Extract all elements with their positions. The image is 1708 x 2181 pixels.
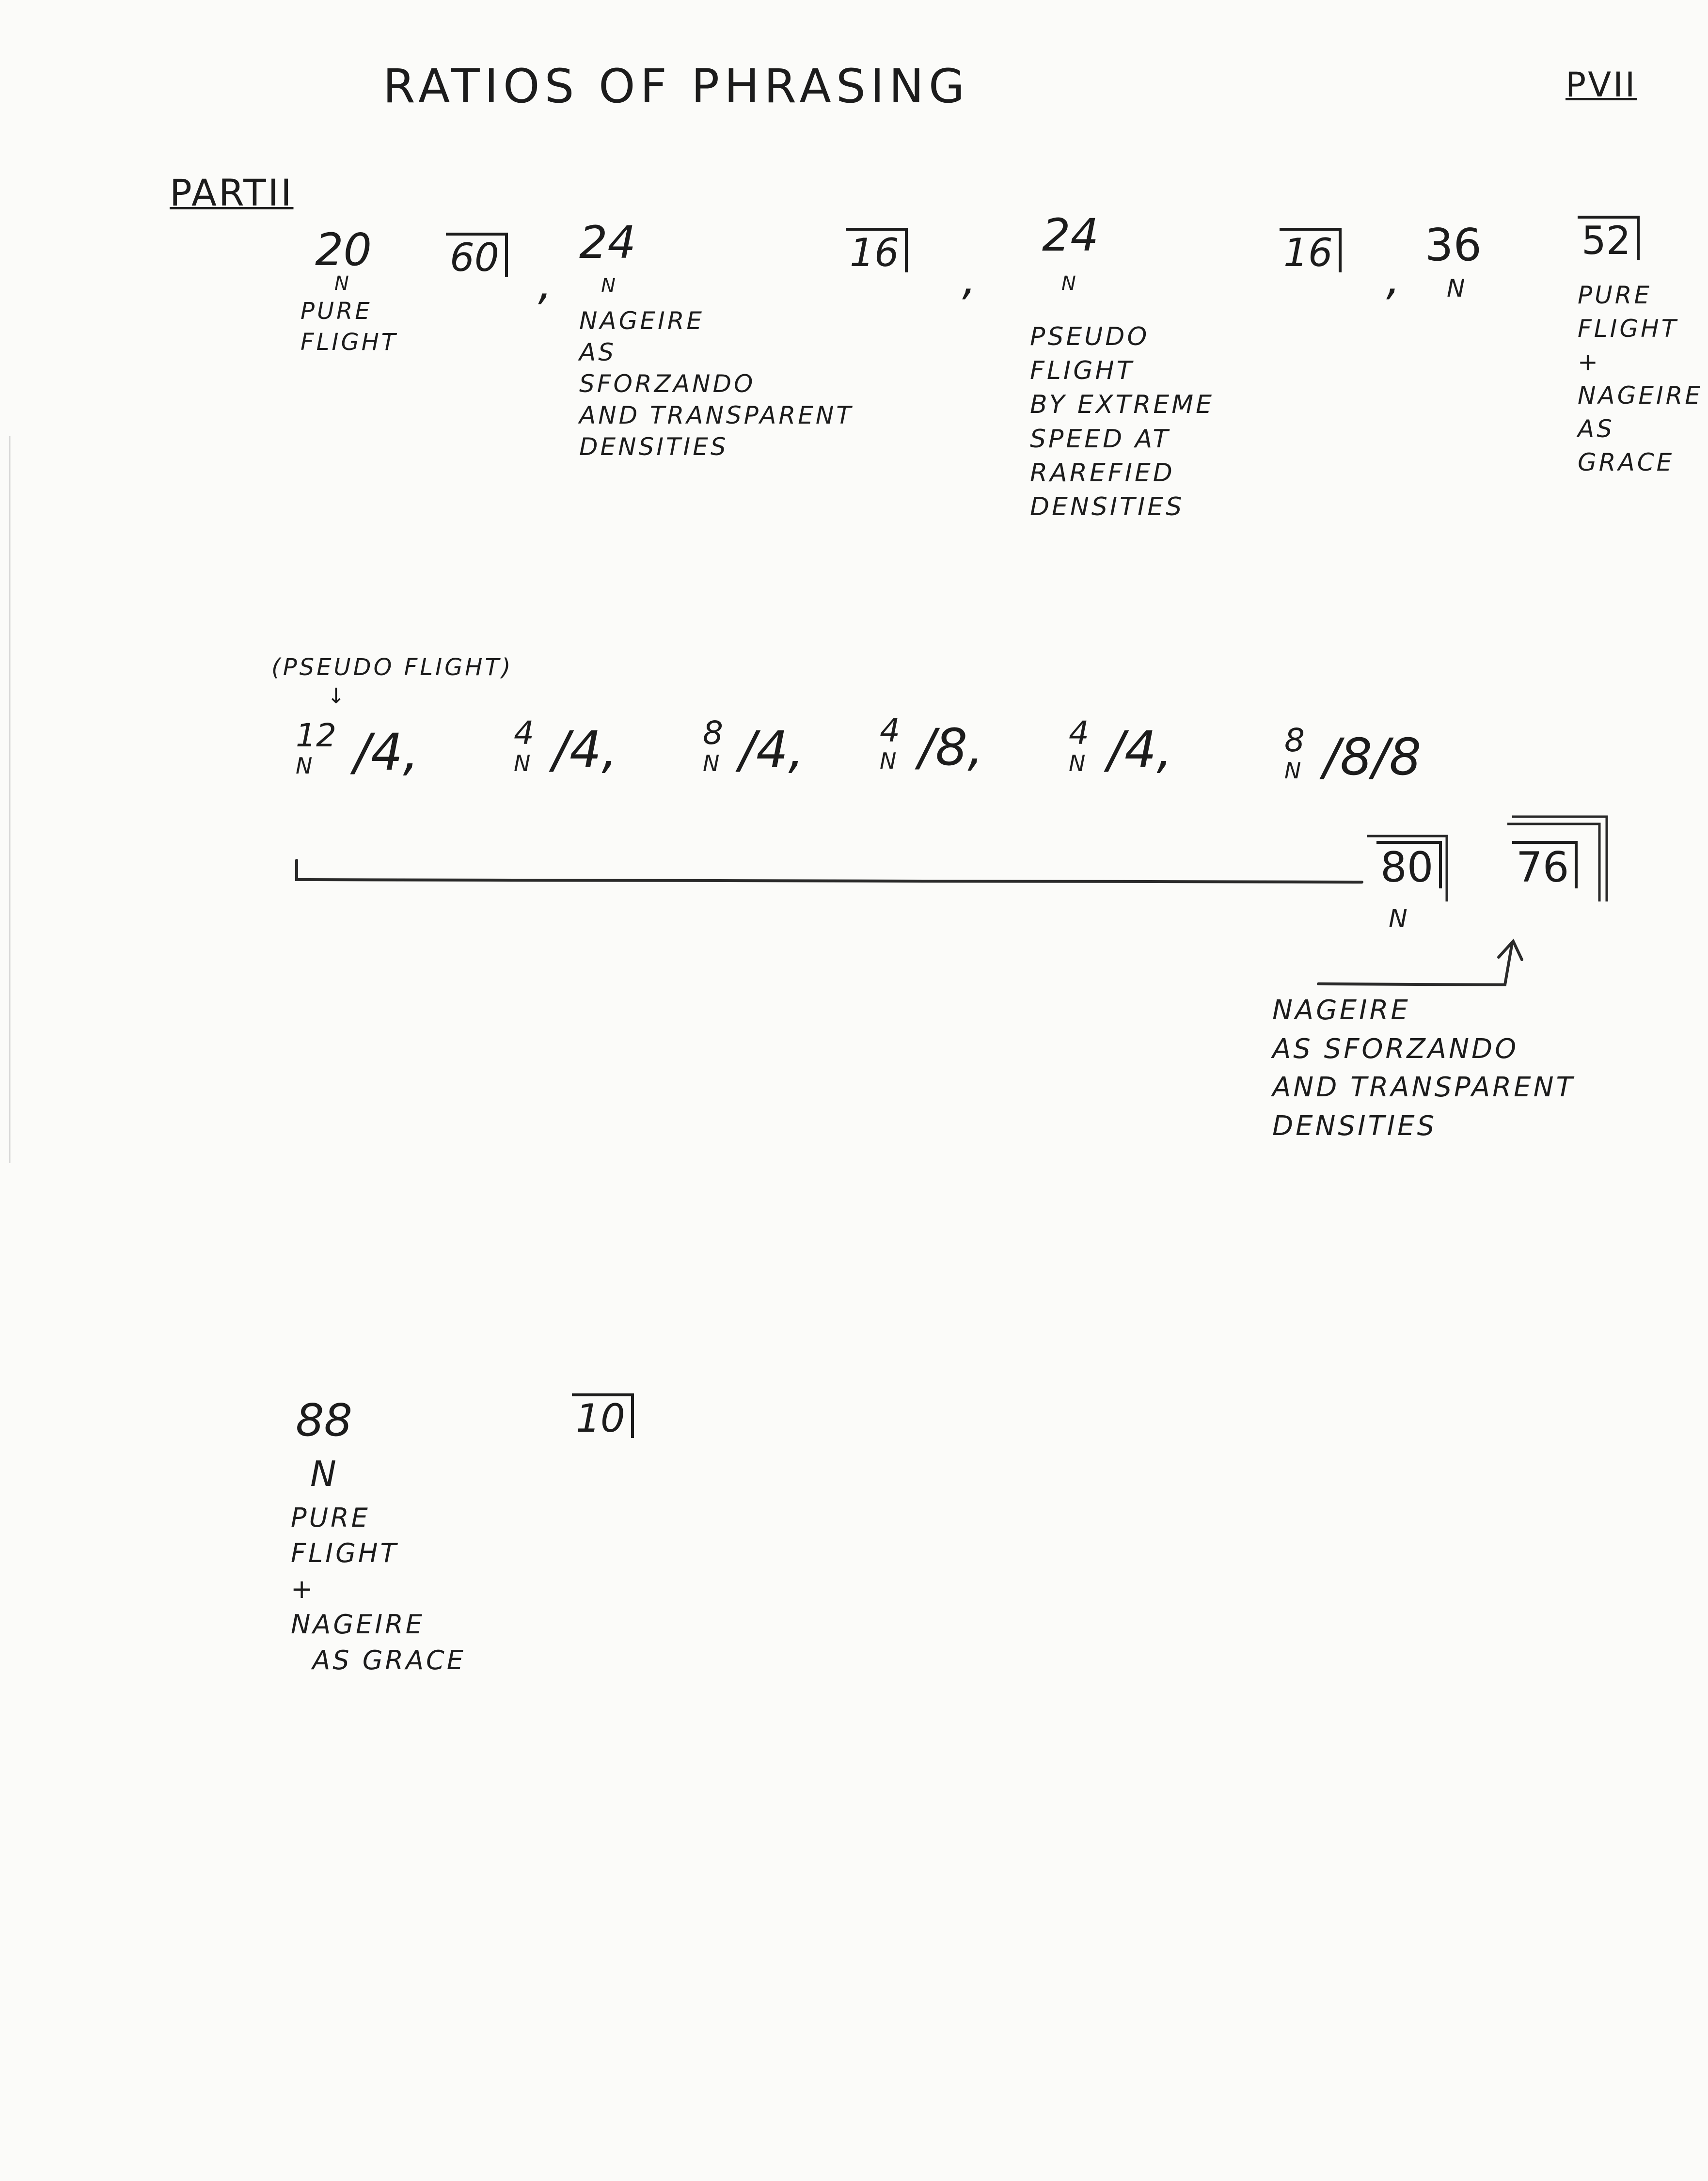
boxed-number-80: 80 xyxy=(1376,841,1442,888)
comma-separator: , xyxy=(962,253,977,305)
fraction-rest: /8/8 xyxy=(1323,727,1422,787)
fraction-rest: /4, xyxy=(553,720,618,779)
group-label: PURE FLIGHT + NAGEIRE AS GRACE xyxy=(291,1502,466,1675)
box76-frame-b xyxy=(1512,817,1607,901)
fraction-rest: /4, xyxy=(1107,720,1173,779)
fraction-rest: /4, xyxy=(354,723,419,782)
n-marker: N xyxy=(1447,274,1467,302)
n-marker: N xyxy=(1061,272,1077,295)
ratio-number: 24 xyxy=(579,217,636,269)
box80-frame xyxy=(1367,836,1447,901)
comma-separator: , xyxy=(1386,253,1401,305)
n-marker: N xyxy=(1284,758,1301,784)
ratio-number: 20 xyxy=(315,224,372,276)
group-label: PURE FLIGHT xyxy=(300,298,398,356)
ratio-number: 36 xyxy=(1425,219,1482,271)
numerator: 8 xyxy=(703,714,723,752)
part-heading: PARTII xyxy=(170,171,294,214)
boxed-number: 16 xyxy=(846,228,908,272)
ratio-number: 88 xyxy=(296,1394,353,1446)
group-label: PSEUDO FLIGHT BY EXTREME SPEED AT RAREFIED DENSITIES xyxy=(1030,322,1215,522)
page-number: PVII xyxy=(1566,65,1637,105)
n-marker: N xyxy=(514,750,531,776)
arrow-line xyxy=(1318,943,1512,985)
nageire-label: NAGEIRE AS SFORZANDO AND TRANSPARENT DENSITIES xyxy=(1272,995,1575,1142)
n-marker: N xyxy=(1069,750,1086,776)
down-arrow-icon: ↓ xyxy=(327,684,345,709)
boxed-number: 52 xyxy=(1578,216,1640,260)
fraction-rest: /8, xyxy=(918,718,984,777)
group-label: NAGEIRE AS SFORZANDO AND TRANSPARENT DENSITIES xyxy=(579,307,854,461)
boxed-number: 16 xyxy=(1280,228,1342,272)
comma-separator: , xyxy=(538,258,553,310)
pseudo-flight-note: (PSEUDO FLIGHT) xyxy=(271,654,513,681)
n-marker: N xyxy=(1389,904,1409,933)
n-marker: N xyxy=(310,1454,336,1494)
numerator: 4 xyxy=(1069,714,1089,752)
n-marker: N xyxy=(880,748,897,774)
boxed-number: 60 xyxy=(446,233,508,277)
boxed-number-10: 10 xyxy=(572,1393,634,1438)
page-title: RATIOS OF PHRASING xyxy=(383,59,970,113)
numerator: 8 xyxy=(1284,722,1305,759)
n-marker: N xyxy=(334,272,350,295)
fraction-rest: /4, xyxy=(739,720,805,779)
ratio-number: 24 xyxy=(1042,209,1099,261)
bracket-line xyxy=(297,860,1362,882)
group-label: PURE FLIGHT + NAGEIRE AS GRACE xyxy=(1578,281,1703,476)
n-marker: N xyxy=(296,753,313,779)
numerator: 4 xyxy=(880,712,900,749)
box76-frame-a xyxy=(1507,824,1599,901)
n-marker: N xyxy=(703,750,720,776)
n-marker: N xyxy=(601,275,617,297)
boxed-number-76: 76 xyxy=(1512,841,1578,888)
numerator: 12 xyxy=(296,717,336,754)
numerator: 4 xyxy=(514,714,534,752)
